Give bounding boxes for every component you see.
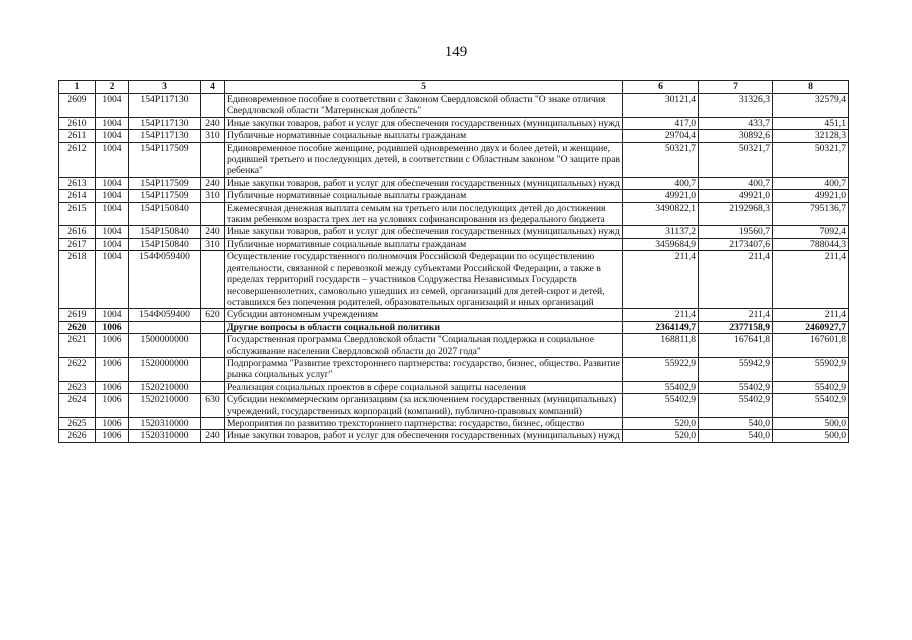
row-number: 2613 [59, 177, 96, 189]
amount-col-7: 2173407,6 [699, 238, 773, 250]
expense-type [201, 321, 225, 333]
row-number: 2620 [59, 321, 96, 333]
section-code: 1006 [96, 394, 129, 418]
row-number: 2611 [59, 130, 96, 142]
amount-col-7: 31326,3 [699, 94, 773, 118]
table-row [59, 94, 849, 118]
amount-col-8: 795136,7 [773, 202, 849, 226]
table-row [59, 430, 849, 442]
row-description: Единовременное пособие в соответствии с Законом Свердловской области "О знаке отличия Свердловской области "Материнская доблесть" [225, 94, 623, 118]
expense-type [201, 142, 225, 177]
section-code: 1004 [96, 251, 129, 309]
row-description: Мероприятия по развитию трехстороннего партнерства: государство, бизнес, общество [225, 417, 623, 429]
section-code: 1004 [96, 94, 129, 118]
target-code: 154Ф059400 [129, 309, 201, 321]
row-description: Другие вопросы в области социальной политики [225, 321, 623, 333]
target-code: 154P150840 [129, 202, 201, 226]
amount-col-6: 29704,4 [623, 130, 699, 142]
target-code: 154P117130 [129, 117, 201, 129]
table-row [59, 177, 849, 189]
row-number: 2612 [59, 142, 96, 177]
section-code: 1004 [96, 202, 129, 226]
amount-col-6: 3459684,9 [623, 238, 699, 250]
amount-col-6: 55922,9 [623, 357, 699, 381]
section-code: 1004 [96, 130, 129, 142]
col-header-8: 8 [773, 81, 849, 94]
amount-col-7: 49921,0 [699, 190, 773, 202]
table-row [59, 226, 849, 238]
amount-col-6: 31137,2 [623, 226, 699, 238]
amount-col-6: 30121,4 [623, 94, 699, 118]
amount-col-7: 540,0 [699, 430, 773, 442]
section-code: 1006 [96, 417, 129, 429]
budget-table [58, 80, 849, 443]
amount-col-8: 167601,8 [773, 334, 849, 358]
amount-col-8: 2460927,7 [773, 321, 849, 333]
expense-type [201, 357, 225, 381]
table-row [59, 130, 849, 142]
row-number: 2623 [59, 381, 96, 393]
row-number: 2626 [59, 430, 96, 442]
amount-col-8: 451,1 [773, 117, 849, 129]
amount-col-7: 55402,9 [699, 381, 773, 393]
amount-col-6: 520,0 [623, 430, 699, 442]
col-header-5: 5 [225, 81, 623, 94]
section-code: 1006 [96, 381, 129, 393]
amount-col-7: 19560,7 [699, 226, 773, 238]
section-code: 1004 [96, 190, 129, 202]
expense-type: 620 [201, 309, 225, 321]
amount-col-7: 2192968,3 [699, 202, 773, 226]
amount-col-8: 32128,3 [773, 130, 849, 142]
row-number: 2625 [59, 417, 96, 429]
expense-type [201, 417, 225, 429]
amount-col-7: 2377158,9 [699, 321, 773, 333]
table-row [59, 142, 849, 177]
expense-type: 240 [201, 430, 225, 442]
target-code: 154P117130 [129, 130, 201, 142]
table-row [59, 202, 849, 226]
amount-col-8: 55902,9 [773, 357, 849, 381]
amount-col-8: 788044,3 [773, 238, 849, 250]
row-description: Публичные нормативные социальные выплаты гражданам [225, 190, 623, 202]
row-number: 2616 [59, 226, 96, 238]
target-code: 154P117509 [129, 190, 201, 202]
amount-col-8: 211,4 [773, 309, 849, 321]
row-description: Иные закупки товаров, работ и услуг для обеспечения государственных (муниципальных) нужд [225, 430, 623, 442]
amount-col-7: 50321,7 [699, 142, 773, 177]
amount-col-8: 500,0 [773, 417, 849, 429]
row-number: 2622 [59, 357, 96, 381]
amount-col-6: 168811,8 [623, 334, 699, 358]
col-header-7: 7 [699, 81, 773, 94]
amount-col-6: 49921,0 [623, 190, 699, 202]
amount-col-6: 2364149,7 [623, 321, 699, 333]
target-code: 154P117130 [129, 94, 201, 118]
row-description: Подпрограмма "Развитие трехстороннего партнерства: государство, бизнес, общество. Развитие рынка социальных услуг" [225, 357, 623, 381]
row-description: Осуществление государственного полномочия Российской Федерации по осуществлению деятельности, связанной с перевозкой между субъектами Российской Федерации, а также в пределах территорий государств – участников Содружества Независимых Государств несовершеннолетних, самовольно ушедших из семей, организаций для детей-сирот и детей, оставшихся без попечения родителей, образовательных организаций и иных организаций [225, 251, 623, 309]
amount-col-6: 55402,9 [623, 394, 699, 418]
section-code: 1004 [96, 142, 129, 177]
col-header-1: 1 [59, 81, 96, 94]
row-number: 2614 [59, 190, 96, 202]
section-code: 1004 [96, 226, 129, 238]
section-code: 1006 [96, 357, 129, 381]
expense-type [201, 202, 225, 226]
col-header-6: 6 [623, 81, 699, 94]
target-code: 154P117509 [129, 177, 201, 189]
row-description: Ежемесячная денежная выплата семьям на третьего или последующих детей до достижения таким ребенком возраста трех лет на условиях софинансирования из федерального бюджета [225, 202, 623, 226]
table-row [59, 117, 849, 129]
section-code: 1006 [96, 430, 129, 442]
row-description: Публичные нормативные социальные выплаты гражданам [225, 238, 623, 250]
row-number: 2617 [59, 238, 96, 250]
table-row [59, 251, 849, 309]
expense-type [201, 94, 225, 118]
expense-type [201, 381, 225, 393]
amount-col-8: 49921,0 [773, 190, 849, 202]
expense-type: 240 [201, 177, 225, 189]
target-code [129, 321, 201, 333]
amount-col-8: 211,4 [773, 251, 849, 309]
section-code: 1004 [96, 238, 129, 250]
expense-type [201, 334, 225, 358]
table-row [59, 334, 849, 358]
row-number: 2610 [59, 117, 96, 129]
row-number: 2621 [59, 334, 96, 358]
amount-col-6: 50321,7 [623, 142, 699, 177]
col-header-2: 2 [96, 81, 129, 94]
expense-type [201, 251, 225, 309]
amount-col-7: 400,7 [699, 177, 773, 189]
table-row [59, 190, 849, 202]
amount-col-7: 211,4 [699, 251, 773, 309]
amount-col-8: 7092,4 [773, 226, 849, 238]
col-header-4: 4 [201, 81, 225, 94]
amount-col-6: 520,0 [623, 417, 699, 429]
target-code: 1520310000 [129, 430, 201, 442]
row-description: Единовременное пособие женщине, родившей одновременно двух и более детей, и женщине, родившей третьего и последующих детей, в соответствии с Областным законом "О защите прав ребенка" [225, 142, 623, 177]
row-description: Государственная программа Свердловской области "Социальная поддержка и социальное обслуживание населения Свердловской области до 2027 года" [225, 334, 623, 358]
amount-col-6: 3490822,1 [623, 202, 699, 226]
section-code: 1006 [96, 334, 129, 358]
expense-type: 310 [201, 130, 225, 142]
amount-col-6: 417,0 [623, 117, 699, 129]
amount-col-6: 400,7 [623, 177, 699, 189]
table-row [59, 417, 849, 429]
target-code: 154P150840 [129, 226, 201, 238]
row-description: Иные закупки товаров, работ и услуг для обеспечения государственных (муниципальных) нужд [225, 226, 623, 238]
row-number: 2624 [59, 394, 96, 418]
section-code: 1006 [96, 321, 129, 333]
row-description: Иные закупки товаров, работ и услуг для обеспечения государственных (муниципальных) нужд [225, 117, 623, 129]
amount-col-7: 55402,9 [699, 394, 773, 418]
table-row [59, 357, 849, 381]
expense-type: 310 [201, 190, 225, 202]
section-code: 1004 [96, 309, 129, 321]
amount-col-8: 55402,9 [773, 394, 849, 418]
expense-type: 240 [201, 117, 225, 129]
table-row [59, 321, 849, 333]
expense-type: 310 [201, 238, 225, 250]
amount-col-6: 211,4 [623, 309, 699, 321]
row-description: Публичные нормативные социальные выплаты гражданам [225, 130, 623, 142]
table-row [59, 238, 849, 250]
section-code: 1004 [96, 177, 129, 189]
amount-col-7: 540,0 [699, 417, 773, 429]
row-description: Иные закупки товаров, работ и услуг для обеспечения государственных (муниципальных) нужд [225, 177, 623, 189]
row-description: Реализация социальных проектов в сфере социальной защиты населения [225, 381, 623, 393]
col-header-3: 3 [129, 81, 201, 94]
row-number: 2619 [59, 309, 96, 321]
target-code: 1500000000 [129, 334, 201, 358]
amount-col-8: 500,0 [773, 430, 849, 442]
target-code: 154P150840 [129, 238, 201, 250]
amount-col-6: 55402,9 [623, 381, 699, 393]
row-number: 2609 [59, 94, 96, 118]
row-number: 2618 [59, 251, 96, 309]
amount-col-8: 55402,9 [773, 381, 849, 393]
target-code: 1520310000 [129, 417, 201, 429]
amount-col-7: 55942,9 [699, 357, 773, 381]
amount-col-7: 211,4 [699, 309, 773, 321]
amount-col-8: 400,7 [773, 177, 849, 189]
section-code: 1004 [96, 117, 129, 129]
table-row [59, 381, 849, 393]
target-code: 1520210000 [129, 381, 201, 393]
amount-col-7: 30892,6 [699, 130, 773, 142]
amount-col-8: 50321,7 [773, 142, 849, 177]
expense-type: 630 [201, 394, 225, 418]
row-description: Субсидии некоммерческим организациям (за исключением государственных (муниципальных) учреждений, государственных корпораций (компаний), публично-правовых компаний) [225, 394, 623, 418]
row-number: 2615 [59, 202, 96, 226]
target-code: 1520210000 [129, 394, 201, 418]
table-row [59, 309, 849, 321]
row-description: Субсидии автономным учреждениям [225, 309, 623, 321]
target-code: 154P117509 [129, 142, 201, 177]
expense-type: 240 [201, 226, 225, 238]
header-row [59, 81, 849, 94]
table-row [59, 394, 849, 418]
amount-col-7: 433,7 [699, 117, 773, 129]
target-code: 154Ф059400 [129, 251, 201, 309]
amount-col-6: 211,4 [623, 251, 699, 309]
amount-col-7: 167641,8 [699, 334, 773, 358]
target-code: 1520000000 [129, 357, 201, 381]
amount-col-8: 32579,4 [773, 94, 849, 118]
page-number: 149 [444, 44, 468, 60]
